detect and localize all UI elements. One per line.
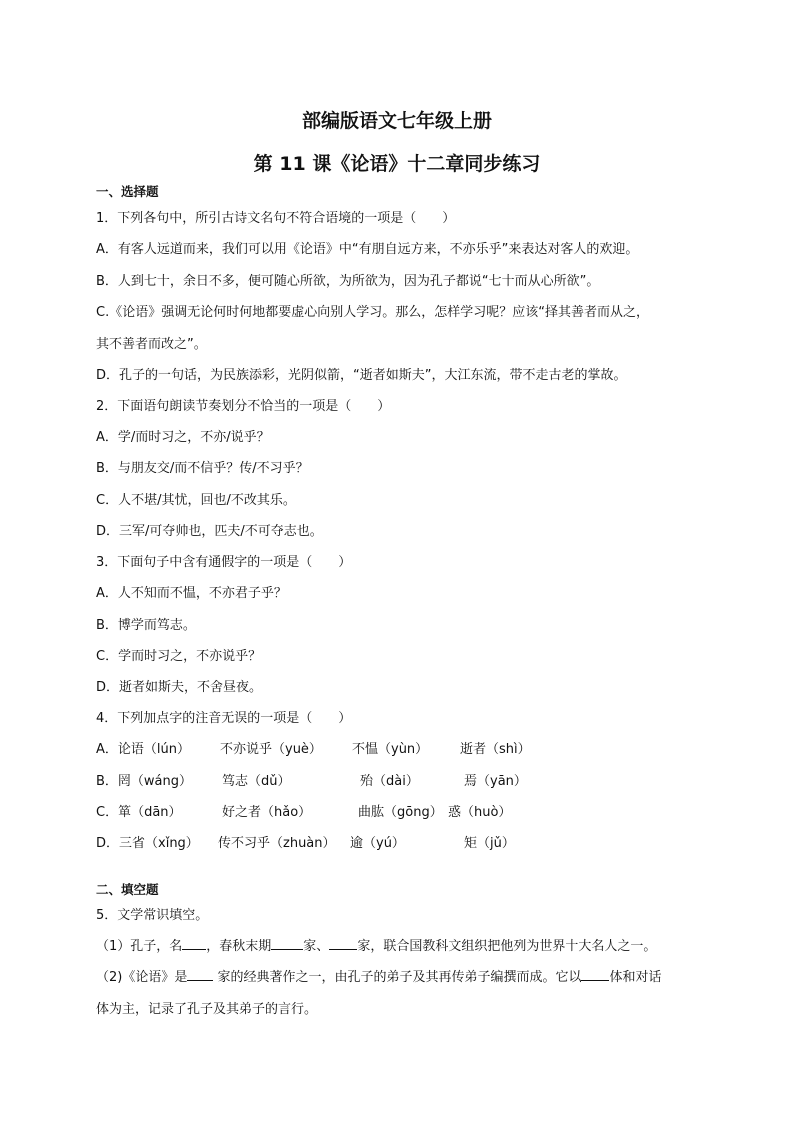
- question-3-option-a: A．人不知而不愠，不亦君子乎？: [96, 586, 287, 601]
- section-heading-fill: 二、填空题: [96, 882, 159, 897]
- q5-text-1d: 家，联合国教科文组织把他列为世界十大名人之一。: [357, 939, 657, 954]
- question-4-stem: 4．下列加点字的注音无误的一项是（ ）: [96, 711, 352, 726]
- option-d-item-3: 逾（yú）: [350, 836, 405, 851]
- question-1-option-c: C.《论语》强调无论何时何地都要虚心向别人学习。那么，怎样学习呢？应该“择其善者而从之，: [96, 305, 649, 320]
- option-c-item-2: 好之者（hǎo）: [222, 805, 312, 820]
- q5-text-1c: 家、: [303, 939, 330, 954]
- answer-blank-5[interactable]: [581, 968, 609, 981]
- question-1-option-c-cont: 其不善者而改之”。: [96, 337, 207, 352]
- question-5-line-3: 体为主，记录了孔子及其弟子的言行。: [96, 1002, 318, 1017]
- option-c-item-1: C．箪（dān）: [96, 805, 182, 820]
- question-1-option-d: D．孔子的一句话，为民族添彩，光阴似箭，“逝者如斯夫”，大江东流，带不走古老的掌故。: [96, 368, 627, 383]
- question-1-stem: 1．下列各句中，所引古诗文名句不符合语境的一项是（ ）: [96, 211, 456, 226]
- question-3-option-d: D．逝者如斯夫，不舍昼夜。: [96, 680, 263, 695]
- question-1-option-b: B．人到七十，余日不多，便可随心所欲，为所欲为，因为孔子都说“七十而从心所欲”。: [96, 274, 600, 289]
- option-a-item-2: 不亦说乎（yuè）: [220, 742, 322, 757]
- question-2-stem: 2．下面语句朗读节奏划分不恰当的一项是（ ）: [96, 399, 391, 414]
- section-heading-choice: 一、选择题: [96, 184, 159, 199]
- option-b-item-4: 焉（yān）: [464, 774, 527, 789]
- document-subtitle: 第 11 课《论语》十二章同步练习: [253, 153, 541, 175]
- question-3-option-b: B．博学而笃志。: [96, 618, 196, 633]
- option-a-item-1: A．论语（lún）: [96, 742, 190, 757]
- question-2-option-a: A．学/而时习之，不亦/说乎？: [96, 430, 270, 445]
- q5-text-2a: （2)《论语》是: [96, 970, 188, 985]
- option-c-item-3: 曲肱（gōng）: [358, 805, 443, 820]
- q5-text-2b: 家的经典著作之一，由孔子的弟子及其再传弟子编撰而成。它以: [213, 970, 582, 985]
- question-1-option-a: A．有客人远道而来，我们可以用《论语》中“有朋自远方来，不亦乐乎”来表达对客人的欢迎。: [96, 242, 639, 257]
- q5-text-2c: 体和对话: [609, 970, 662, 985]
- option-d-item-4: 矩（jǔ）: [464, 836, 515, 851]
- option-a-item-4: 逝者（shì）: [460, 742, 531, 757]
- option-a-item-3: 不愠（yùn）: [352, 742, 429, 757]
- question-5-line-1: [96, 935, 656, 954]
- answer-blank-1[interactable]: [182, 937, 206, 950]
- question-2-option-d: D．三军/可夺帅也，匹夫/不可夺志也。: [96, 524, 323, 539]
- question-2-option-c: C．人不堪/其忧，回也/不改其乐。: [96, 493, 296, 508]
- q5-text-1b: ，春秋末期: [206, 939, 272, 954]
- question-5-stem: 5．文学常识填空。: [96, 908, 209, 923]
- answer-blank-4[interactable]: [187, 968, 213, 981]
- question-3-option-c: C．学而时习之，不亦说乎？: [96, 649, 262, 664]
- option-d-item-2: 传不习乎（zhuàn）: [218, 836, 336, 851]
- q5-text-1a: （1）孔子，名: [96, 939, 183, 954]
- option-d-item-1: D．三省（xǐng）: [96, 836, 199, 851]
- option-b-item-3: 殆（dài）: [360, 774, 419, 789]
- question-3-stem: 3．下面句子中含有通假字的一项是（ ）: [96, 555, 352, 570]
- option-b-item-2: 笃志（dǔ）: [222, 774, 291, 789]
- question-5-line-2: [96, 966, 662, 985]
- answer-blank-2[interactable]: [271, 937, 303, 950]
- question-2-option-b: B．与朋友交/而不信乎？传/不习乎？: [96, 461, 309, 476]
- answer-blank-3[interactable]: [329, 937, 357, 950]
- document-title: 部编版语文七年级上册: [301, 110, 492, 132]
- option-b-item-1: B．罔（wáng）: [96, 774, 193, 789]
- option-c-item-4: 惑（huò）: [448, 805, 512, 820]
